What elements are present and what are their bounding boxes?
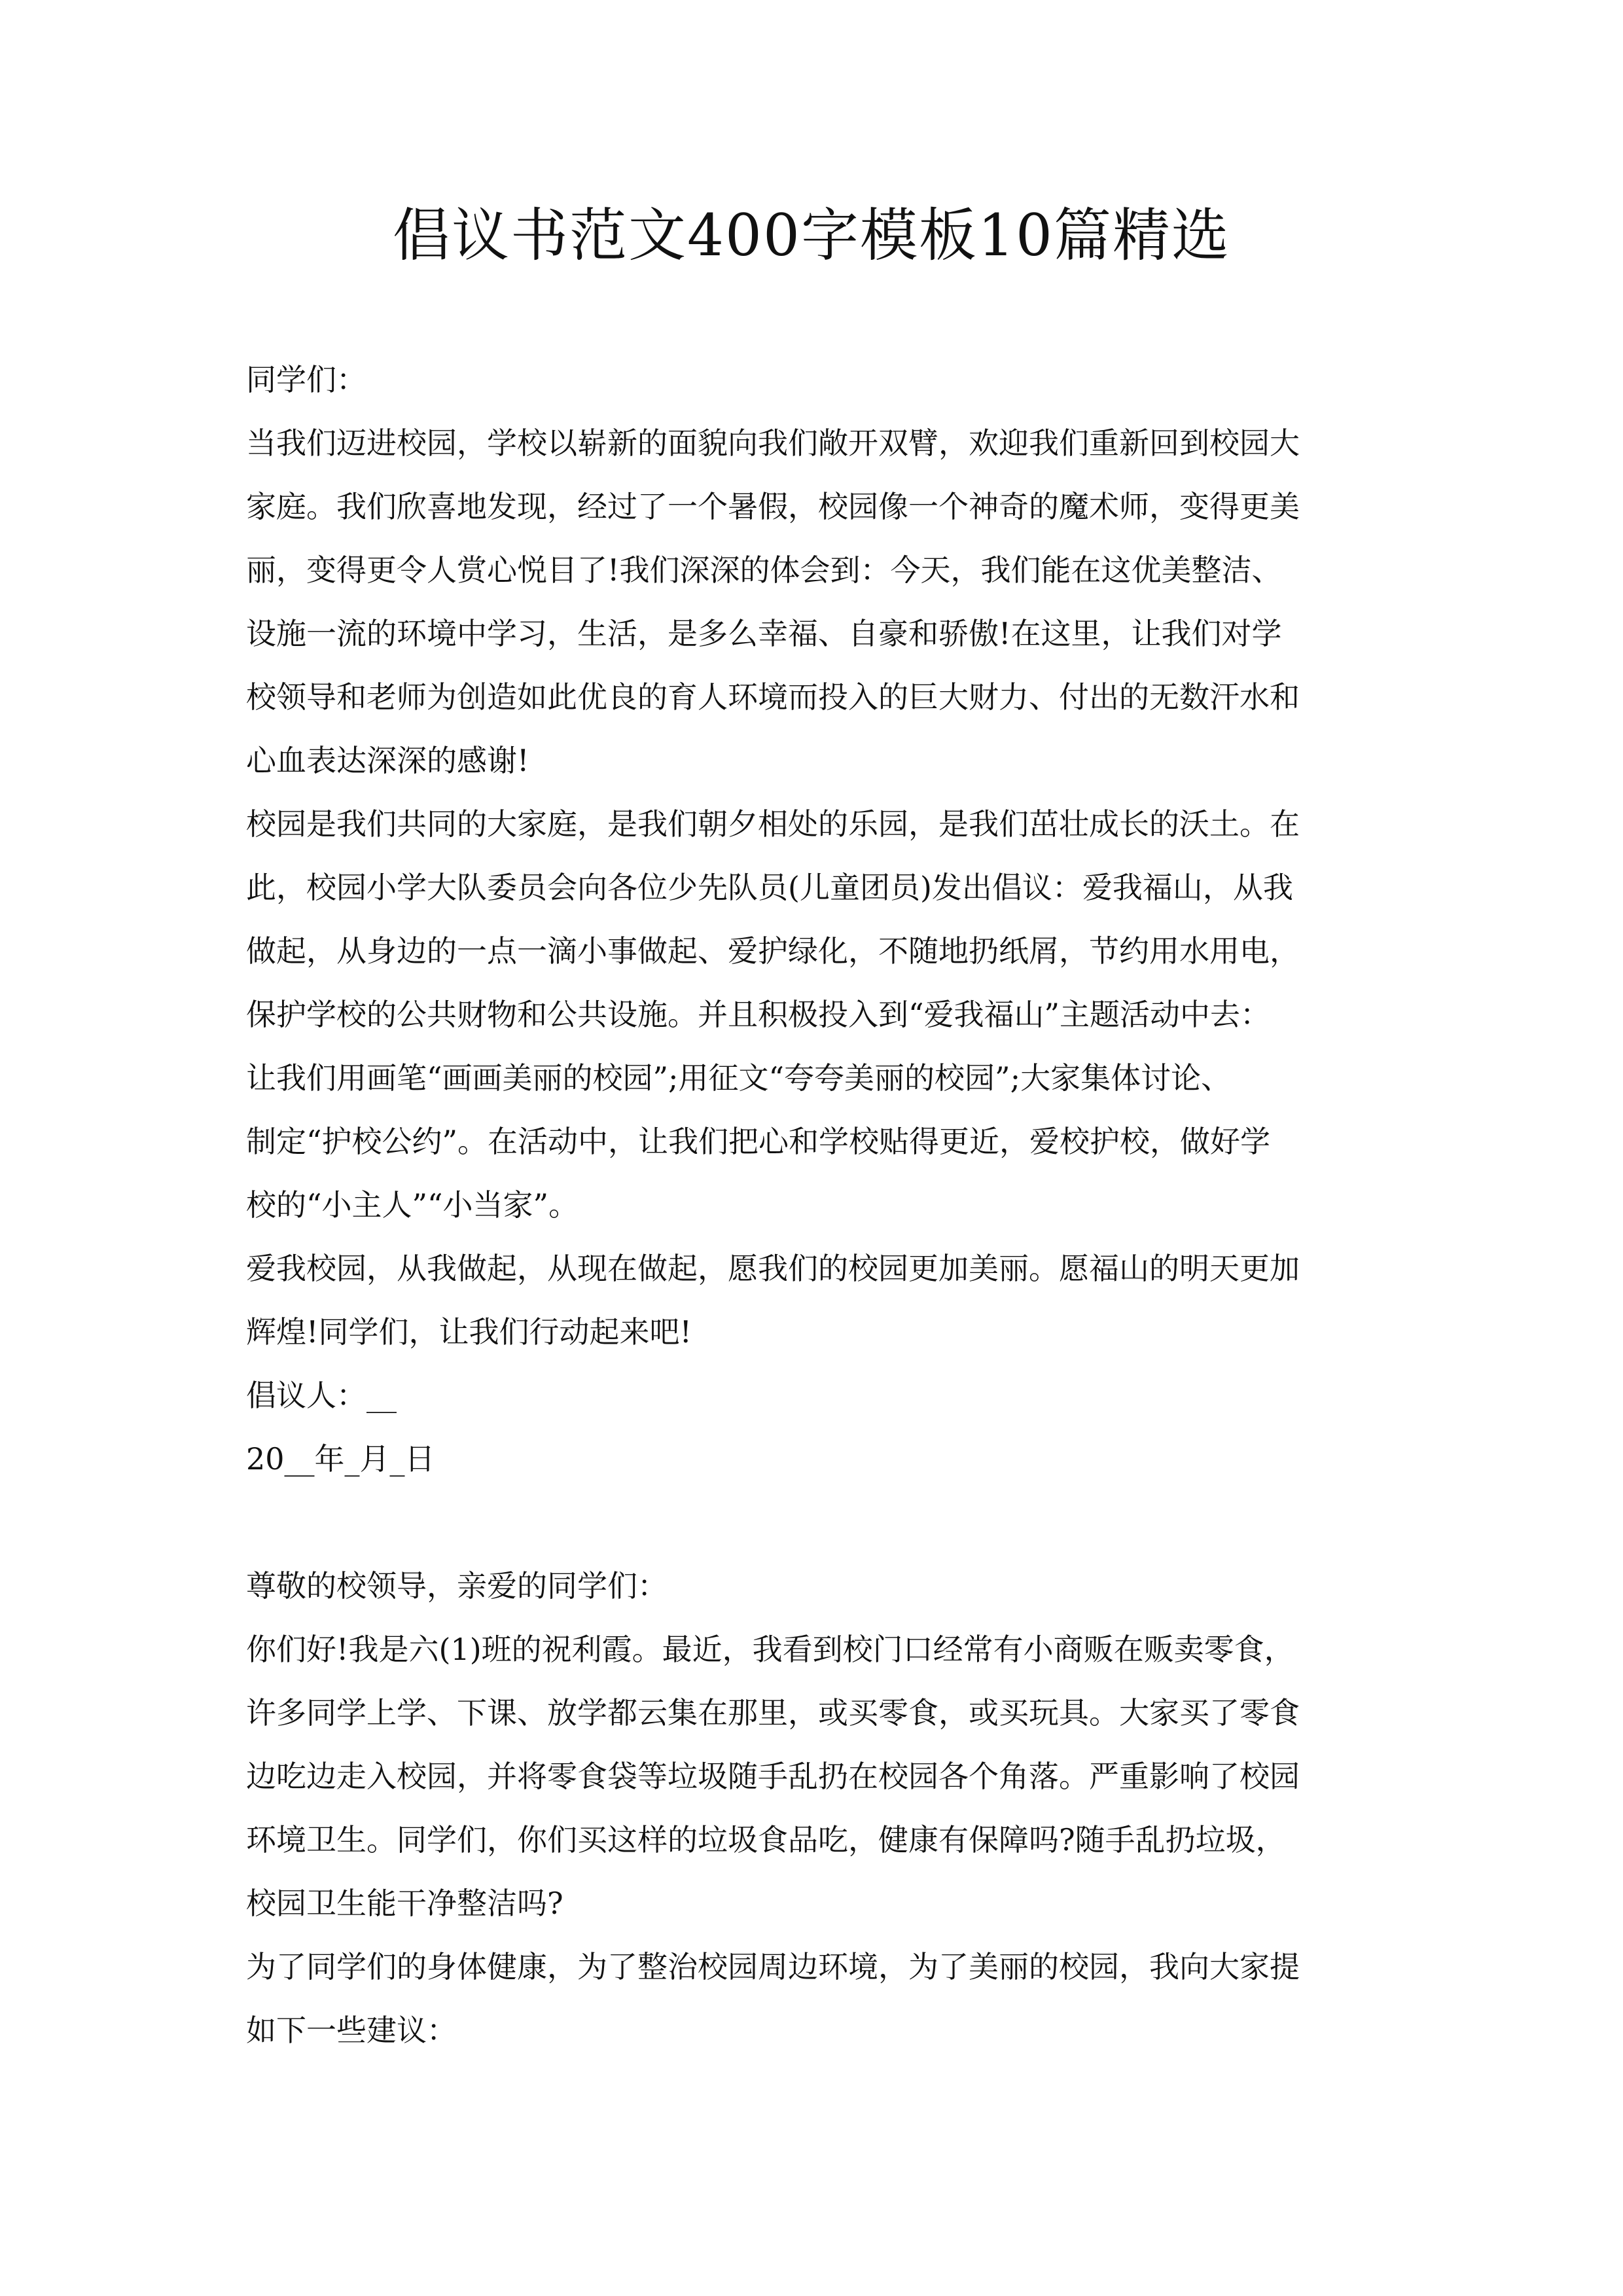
paragraph-line: 心血表达深深的感谢! xyxy=(246,743,529,778)
paragraph-line: 保护学校的公共财物和公共设施。并且积极投入到“爱我福山”主题活动中去： xyxy=(246,997,1271,1032)
paragraph-line: 当我们迈进校园，学校以崭新的面貌向我们敞开双臂，欢迎我们重新回到校园大 xyxy=(246,425,1300,461)
paragraph-line: 为了同学们的身体健康，为了整治校园周边环境，为了美丽的校园，我向大家提 xyxy=(246,1949,1300,1984)
paragraph-line: 校的“小主人”“小当家”。 xyxy=(246,1187,579,1223)
paragraph-line: 校园是我们共同的大家庭，是我们朝夕相处的乐园，是我们茁壮成长的沃土。在 xyxy=(246,806,1300,842)
paragraph-line: 家庭。我们欣喜地发现，经过了一个暑假，校园像一个神奇的魔术师，变得更美 xyxy=(246,489,1300,524)
letter1-salutation: 同学们： xyxy=(246,362,366,397)
paragraph-line: 校园卫生能干净整洁吗? xyxy=(246,1886,563,1921)
paragraph-line: 辉煌!同学们，让我们行动起来吧! xyxy=(246,1314,692,1350)
paragraph-line: 边吃边走入校园，并将零食袋等垃圾随手乱扔在校园各个角落。严重影响了校园 xyxy=(246,1759,1300,1794)
paragraph-line: 许多同学上学、下课、放学都云集在那里，或买零食，或买玩具。大家买了零食 xyxy=(246,1695,1300,1731)
date-line: 20__年_月_日 xyxy=(246,1441,435,1477)
paragraph-line: 丽，变得更令人赏心悦目了!我们深深的体会到：今天，我们能在这优美整洁、 xyxy=(246,552,1282,588)
letter2-salutation: 尊敬的校领导，亲爱的同学们： xyxy=(246,1568,668,1604)
paragraph-line: 如下一些建议： xyxy=(246,2013,457,2048)
paragraph-line: 环境卫生。同学们，你们买这样的垃圾食品吃，健康有保障吗?随手乱扔垃圾， xyxy=(246,1822,1286,1857)
paragraph-line: 让我们用画笔“画画美丽的校园”;用征文“夸夸美丽的校园”;大家集体讨论、 xyxy=(246,1060,1232,1096)
document-title: 倡议书范文400字模板10篇精选 xyxy=(393,202,1230,269)
section-gap xyxy=(246,1491,1385,1554)
paragraph-line: 设施一流的环境中学习，生活，是多么幸福、自豪和骄傲!在这里，让我们对学 xyxy=(246,616,1282,651)
paragraph-line: 校领导和老师为创造如此优良的育人环境而投入的巨大财力、付出的无数汗水和 xyxy=(246,679,1300,715)
document-body xyxy=(246,348,1385,2062)
paragraph-line: 制定“护校公约”。在活动中，让我们把心和学校贴得更近，爱校护校，做好学 xyxy=(246,1124,1271,1159)
paragraph-line: 做起，从身边的一点一滴小事做起、爱护绿化，不随地扔纸屑，节约用水用电， xyxy=(246,933,1300,969)
paragraph-line: 此，校园小学大队委员会向各位少先队员(儿童团员)发出倡议：爱我福山，从我 xyxy=(246,870,1293,905)
signature-line: 倡议人：__ xyxy=(246,1378,397,1413)
paragraph-line: 爱我校园，从我做起，从现在做起，愿我们的校园更加美丽。愿福山的明天更加 xyxy=(246,1251,1300,1286)
paragraph-line: 你们好!我是六(1)班的祝利霞。最近，我看到校门口经常有小商贩在贩卖零食， xyxy=(246,1632,1294,1667)
